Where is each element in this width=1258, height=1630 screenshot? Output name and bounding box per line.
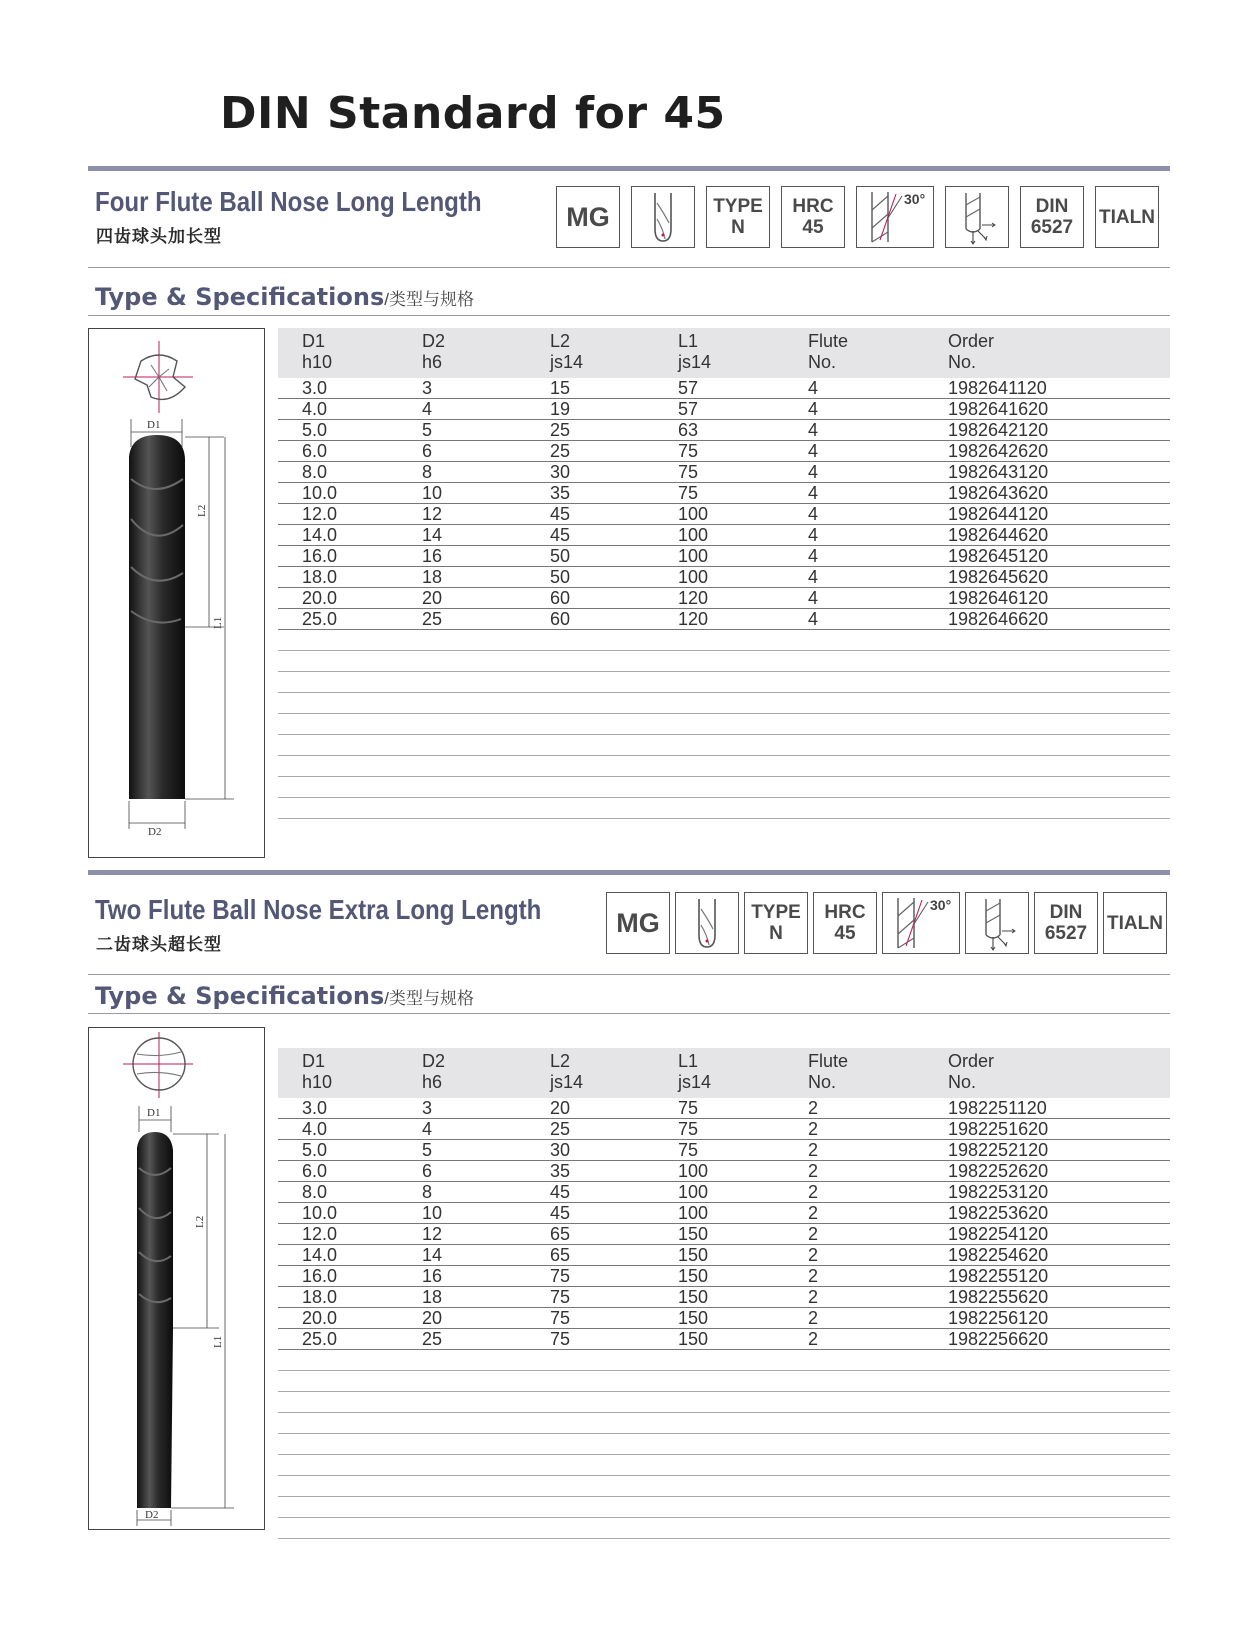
l1-dimension-label: L1 — [212, 1335, 224, 1348]
table-row — [278, 1161, 1170, 1182]
table-cell: 10.0 — [302, 1203, 338, 1223]
table-row — [278, 1119, 1170, 1140]
table-cell: 120 — [678, 609, 709, 629]
table-cell: 8.0 — [302, 462, 328, 482]
table-cell: 4 — [808, 546, 819, 566]
tool-diagram — [88, 1027, 265, 1530]
table-cell: 4 — [808, 399, 819, 419]
table-cell: 25 — [550, 1119, 571, 1139]
col-header-d2: D2 h6 — [422, 1051, 446, 1092]
badge-hrc: HRC 45 — [781, 186, 845, 248]
table-cell: 6.0 — [302, 1161, 328, 1181]
table-cell: 75 — [550, 1287, 571, 1307]
table-cell: 4 — [808, 609, 819, 629]
table-cell: 16.0 — [302, 546, 338, 566]
table-cell: 1982252120 — [948, 1140, 1049, 1160]
table-row — [278, 1329, 1170, 1350]
table-cell: 2 — [808, 1266, 819, 1286]
table-cell: 12.0 — [302, 1224, 338, 1244]
table-cell: 150 — [678, 1224, 709, 1244]
empty-table-row — [278, 756, 1170, 777]
l1-dimension-label: L1 — [212, 616, 224, 629]
table-cell: 14.0 — [302, 1245, 338, 1265]
table-cell: 2 — [808, 1161, 819, 1181]
table-cell: 16 — [422, 546, 443, 566]
badge-mg: MG — [606, 892, 670, 954]
table-cell: 75 — [550, 1266, 571, 1286]
divider — [88, 267, 1170, 268]
d1-dimension-label: D1 — [147, 419, 161, 431]
table-row — [278, 1182, 1170, 1203]
empty-table-row — [278, 1392, 1170, 1413]
table-cell: 4 — [808, 567, 819, 587]
helix-angle-label: 30° — [930, 897, 952, 913]
empty-table-row — [278, 1518, 1170, 1539]
table-cell: 1982252620 — [948, 1161, 1049, 1181]
d2-dimension-label: D2 — [148, 826, 162, 838]
col-header-order: Order No. — [948, 331, 995, 372]
table-cell: 1982644120 — [948, 504, 1049, 524]
empty-table-row — [278, 735, 1170, 756]
table-cell: 5.0 — [302, 420, 328, 440]
table-cell: 6 — [422, 441, 433, 461]
spec-table — [278, 1048, 1170, 1539]
table-cell: 1982253620 — [948, 1203, 1049, 1223]
divider — [88, 1013, 1170, 1014]
badge-type: TYPE N — [706, 186, 770, 248]
d2-dimension-label: D2 — [145, 1509, 159, 1521]
table-cell: 3.0 — [302, 1098, 328, 1118]
table-row — [278, 441, 1170, 462]
table-cell: 1982643120 — [948, 462, 1049, 482]
helix-angle-icon — [882, 892, 960, 954]
table-cell: 4.0 — [302, 399, 328, 419]
table-cell: 20 — [422, 588, 443, 608]
table-cell: 75 — [678, 1119, 699, 1139]
table-cell: 25 — [422, 609, 443, 629]
table-cell: 18 — [422, 1287, 443, 1307]
table-cell: 45 — [550, 1182, 571, 1202]
l2-dimension-label: L2 — [196, 504, 208, 517]
table-row — [278, 525, 1170, 546]
table-row — [278, 504, 1170, 525]
table-row — [278, 588, 1170, 609]
table-cell: 2 — [808, 1308, 819, 1328]
table-cell: 1982645620 — [948, 567, 1049, 587]
divider — [88, 974, 1170, 975]
empty-table-row — [278, 1434, 1170, 1455]
table-cell: 5.0 — [302, 1140, 328, 1160]
table-row — [278, 567, 1170, 588]
table-cell: 1982641120 — [948, 378, 1047, 398]
tool-diagram — [88, 328, 265, 858]
table-cell: 75 — [678, 441, 699, 461]
table-row — [278, 399, 1170, 420]
table-cell: 150 — [678, 1245, 709, 1265]
table-row — [278, 462, 1170, 483]
table-cell: 75 — [678, 483, 699, 503]
table-cell: 75 — [678, 462, 699, 482]
divider — [88, 315, 1170, 316]
table-cell: 50 — [550, 546, 571, 566]
table-cell: 1982255620 — [948, 1287, 1049, 1307]
table-cell: 120 — [678, 588, 709, 608]
table-cell: 100 — [678, 546, 709, 566]
table-cell: 75 — [550, 1308, 571, 1328]
table-cell: 30 — [550, 462, 571, 482]
table-cell: 4 — [808, 378, 819, 398]
table-row — [278, 378, 1170, 399]
table-cell: 1982642120 — [948, 420, 1049, 440]
col-header-l1: L1 js14 — [678, 331, 712, 372]
table-cell: 1982255120 — [948, 1266, 1049, 1286]
section-subtitle: 四齿球头加长型 — [96, 227, 222, 246]
table-cell: 150 — [678, 1266, 709, 1286]
col-header-l1: L1 js14 — [678, 1051, 712, 1092]
empty-table-row — [278, 1476, 1170, 1497]
table-cell: 12 — [422, 504, 443, 524]
table-cell: 25.0 — [302, 609, 338, 629]
empty-table-row — [278, 1455, 1170, 1476]
table-cell: 50 — [550, 567, 571, 587]
table-cell: 25.0 — [302, 1329, 338, 1349]
table-cell: 1982643620 — [948, 483, 1049, 503]
table-header — [278, 328, 1170, 378]
badge-hrc: HRC 45 — [813, 892, 877, 954]
table-cell: 1982256620 — [948, 1329, 1049, 1349]
table-cell: 25 — [550, 420, 571, 440]
empty-table-row — [278, 1497, 1170, 1518]
table-cell: 3.0 — [302, 378, 328, 398]
table-cell: 65 — [550, 1224, 571, 1244]
table-cell: 10.0 — [302, 483, 338, 503]
table-cell: 75 — [678, 1098, 699, 1118]
table-cell: 14 — [422, 525, 443, 545]
empty-table-row — [278, 1413, 1170, 1434]
table-cell: 18 — [422, 567, 443, 587]
table-cell: 2 — [808, 1329, 819, 1349]
table-header — [278, 1048, 1170, 1098]
section-title: Four Flute Ball Nose Long Length — [95, 186, 482, 217]
end-view-icon — [123, 341, 193, 413]
table-cell: 45 — [550, 525, 571, 545]
section-divider — [88, 870, 1170, 875]
table-cell: 1982251620 — [948, 1119, 1049, 1139]
table-cell: 100 — [678, 1161, 709, 1181]
table-cell: 4.0 — [302, 1119, 328, 1139]
end-view-icon — [123, 1032, 193, 1098]
table-cell: 8 — [422, 462, 433, 482]
table-cell: 25 — [422, 1329, 443, 1349]
table-row — [278, 609, 1170, 630]
table-cell: 6.0 — [302, 441, 328, 461]
table-cell: 15 — [550, 378, 571, 398]
table-cell: 4 — [808, 504, 819, 524]
table-cell: 2 — [808, 1140, 819, 1160]
empty-table-row — [278, 630, 1170, 651]
helix-angle-label: 30° — [904, 191, 926, 207]
table-cell: 4 — [808, 462, 819, 482]
table-cell: 16.0 — [302, 1266, 338, 1286]
table-row — [278, 1224, 1170, 1245]
helix-angle-icon — [856, 186, 934, 248]
table-cell: 5 — [422, 420, 433, 440]
table-cell: 1982251120 — [948, 1098, 1047, 1118]
col-header-d1: D1 h10 — [302, 1051, 333, 1092]
table-row — [278, 1098, 1170, 1119]
table-row — [278, 420, 1170, 441]
table-cell: 18.0 — [302, 567, 338, 587]
table-row — [278, 1203, 1170, 1224]
table-cell: 2 — [808, 1245, 819, 1265]
table-cell: 100 — [678, 525, 709, 545]
table-cell: 4 — [808, 588, 819, 608]
table-cell: 2 — [808, 1182, 819, 1202]
table-cell: 2 — [808, 1203, 819, 1223]
table-cell: 60 — [550, 609, 571, 629]
table-cell: 57 — [678, 399, 699, 419]
table-cell: 35 — [550, 1161, 571, 1181]
ball-nose-icon — [631, 186, 695, 248]
center-cutting-icon — [965, 892, 1029, 954]
table-cell: 1982256120 — [948, 1308, 1049, 1328]
table-cell: 2 — [808, 1224, 819, 1244]
table-cell: 100 — [678, 567, 709, 587]
spec-heading: Type & Specifications/类型与规格 — [95, 283, 474, 311]
table-row — [278, 1287, 1170, 1308]
page-title: DIN Standard for 45 — [220, 88, 726, 139]
col-header-flute: Flute No. — [808, 331, 849, 372]
col-header-d1: D1 h10 — [302, 331, 333, 372]
table-cell: 75 — [678, 1140, 699, 1160]
table-row — [278, 483, 1170, 504]
table-cell: 16 — [422, 1266, 443, 1286]
table-cell: 5 — [422, 1140, 433, 1160]
table-cell: 10 — [422, 1203, 443, 1223]
table-cell: 1982644620 — [948, 525, 1049, 545]
table-cell: 4 — [808, 525, 819, 545]
table-cell: 63 — [678, 420, 699, 440]
table-cell: 45 — [550, 1203, 571, 1223]
spec-table — [278, 328, 1170, 819]
table-cell: 20 — [422, 1308, 443, 1328]
table-cell: 14 — [422, 1245, 443, 1265]
table-cell: 6 — [422, 1161, 433, 1181]
table-cell: 75 — [550, 1329, 571, 1349]
table-cell: 1982253120 — [948, 1182, 1049, 1202]
badge-mg: MG — [556, 186, 620, 248]
table-cell: 19 — [550, 399, 571, 419]
table-cell: 4 — [808, 441, 819, 461]
table-cell: 20.0 — [302, 588, 338, 608]
table-row — [278, 1266, 1170, 1287]
badge-din: DIN 6527 — [1020, 186, 1084, 248]
table-cell: 14.0 — [302, 525, 338, 545]
table-cell: 4 — [422, 399, 433, 419]
table-cell: 1982642620 — [948, 441, 1049, 461]
badge-coating: TIALN — [1095, 186, 1159, 248]
table-row — [278, 1245, 1170, 1266]
table-cell: 100 — [678, 504, 709, 524]
table-cell: 150 — [678, 1287, 709, 1307]
badge-type: TYPE N — [744, 892, 808, 954]
table-cell: 3 — [422, 1098, 433, 1118]
table-cell: 2 — [808, 1287, 819, 1307]
empty-table-row — [278, 672, 1170, 693]
col-header-l2: L2 js14 — [550, 1051, 584, 1092]
table-cell: 1982254120 — [948, 1224, 1049, 1244]
table-cell: 1982646120 — [948, 588, 1049, 608]
table-cell: 100 — [678, 1203, 709, 1223]
table-cell: 30 — [550, 1140, 571, 1160]
table-cell: 150 — [678, 1329, 709, 1349]
table-cell: 8 — [422, 1182, 433, 1202]
col-header-d2: D2 h6 — [422, 331, 446, 372]
table-cell: 1982646620 — [948, 609, 1049, 629]
empty-table-row — [278, 693, 1170, 714]
empty-table-row — [278, 798, 1170, 819]
table-cell: 60 — [550, 588, 571, 608]
center-cutting-icon — [945, 186, 1009, 248]
table-cell: 1982645120 — [948, 546, 1049, 566]
table-cell: 150 — [678, 1308, 709, 1328]
table-row — [278, 1140, 1170, 1161]
table-cell: 2 — [808, 1119, 819, 1139]
col-header-l2: L2 js14 — [550, 331, 584, 372]
table-cell: 65 — [550, 1245, 571, 1265]
ball-nose-icon — [675, 892, 739, 954]
table-cell: 1982254620 — [948, 1245, 1049, 1265]
badge-coating: TIALN — [1103, 892, 1167, 954]
table-cell: 3 — [422, 378, 433, 398]
table-cell: 20 — [550, 1098, 571, 1118]
section-title: Two Flute Ball Nose Extra Long Length — [95, 894, 542, 925]
empty-table-row — [278, 1350, 1170, 1371]
table-cell: 4 — [808, 420, 819, 440]
table-cell: 10 — [422, 483, 443, 503]
table-cell: 2 — [808, 1098, 819, 1118]
col-header-flute: Flute No. — [808, 1051, 849, 1092]
table-cell: 100 — [678, 1182, 709, 1202]
table-cell: 1982641620 — [948, 399, 1049, 419]
table-row — [278, 546, 1170, 567]
empty-table-row — [278, 777, 1170, 798]
table-cell: 25 — [550, 441, 571, 461]
table-cell: 8.0 — [302, 1182, 328, 1202]
empty-table-row — [278, 651, 1170, 672]
table-cell: 12 — [422, 1224, 443, 1244]
l2-dimension-label: L2 — [194, 1215, 206, 1228]
empty-table-row — [278, 714, 1170, 735]
table-row — [278, 1308, 1170, 1329]
table-cell: 4 — [808, 483, 819, 503]
table-cell: 45 — [550, 504, 571, 524]
table-cell: 12.0 — [302, 504, 338, 524]
section-subtitle: 二齿球头超长型 — [96, 935, 222, 954]
table-cell: 4 — [422, 1119, 433, 1139]
table-cell: 35 — [550, 483, 571, 503]
table-cell: 57 — [678, 378, 699, 398]
table-cell: 20.0 — [302, 1308, 338, 1328]
col-header-order: Order No. — [948, 1051, 995, 1092]
badge-din: DIN 6527 — [1034, 892, 1098, 954]
spec-heading: Type & Specifications/类型与规格 — [95, 982, 474, 1010]
table-cell: 18.0 — [302, 1287, 338, 1307]
d1-dimension-label: D1 — [147, 1107, 161, 1119]
section-divider — [88, 166, 1170, 171]
empty-table-row — [278, 1371, 1170, 1392]
